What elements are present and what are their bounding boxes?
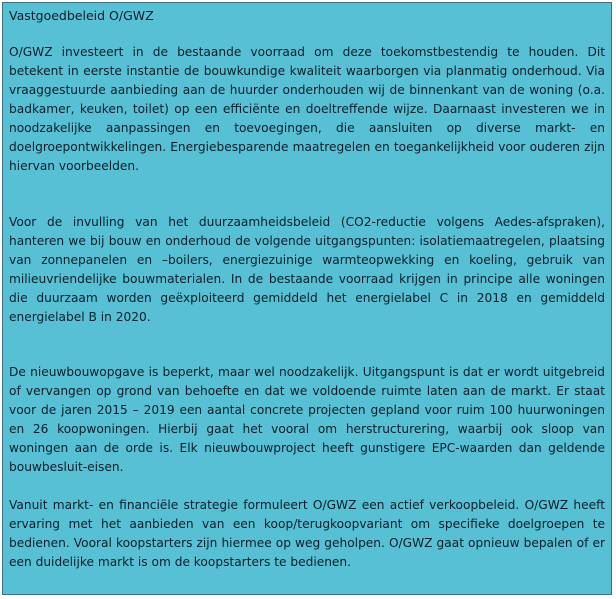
document-title: Vastgoedbeleid O/GWZ xyxy=(9,8,154,23)
paragraph-new-construction: De nieuwbouwopgave is beperkt, maar wel noodzakelijk. Uitgangspunt is dat er wordt uitgebreid of vervangen op grond van behoefte en dat we voldoende ruimte laten aan de markt. Er staat voor de jaren 2015 – 2019 een aantal concrete projecten gepland voor ruim 100 huurwoningen en 26 koopwoningen. Hierbij gaat het vooral om herstructurering, waarbij ook sloop van woningen aan de orde is. Elk nieuwbouwproject heeft gunstigere EPC-waarden dan geldende bouwbesluit-eisen. xyxy=(9,365,605,474)
paragraph-sales-policy: Vanuit markt- en financiële strategie formuleert O/GWZ een actief verkoopbeleid. O/GWZ heeft ervaring met het aanbieden van een koop/terugkoopvariant om specifieke doelgroepen te bedienen. Vooral koopstarters zijn hiermee op weg geholpen. O/GWZ gaat opnieuw bepalen of er een duidelijke markt is om de koopstarters te bedienen. xyxy=(9,498,605,569)
paragraph-sustainability: Voor de invulling van het duurzaamheidsbeleid (CO2-reductie volgens Aedes-afspraken), hanteren we bij bouw en onderhoud de volgende uitgangspunten: isolatiemaatregelen, plaatsing van zonnepanelen en –boilers, energiezuinige warmteopwekking en koeling, gebruik van milieuvriendelijke bouwmaterialen. In de bestaande voorraad krijgen in principe alle woningen die duurzaam worden geëxploiteerd gemiddeld het energielabel C in 2018 en gemiddeld energielabel B in 2020. xyxy=(9,215,605,324)
paragraph-existing-stock: O/GWZ investeert in de bestaande voorraad om deze toekomstbestendig te houden. Dit betekent in eerste instantie de bouwkundige kwaliteit waarborgen via planmatig onderhoud. Via vraaggestuurde aanbieding aan de huurder onderhouden wij de binnenkant van de woning (o.a. badkamer, keuken, toilet) op een efficiënte en doeltreffende wijze. Daarnaast investeren we in noodzakelijke aanpassingen en toevoegingen, die aansluiten op diverse markt- en doelgroepontwikkelingen. Energiebesparende maatregelen en toegankelijkheid voor ouderen zijn hiervan voorbeelden. xyxy=(9,45,605,173)
document-panel xyxy=(2,2,612,595)
